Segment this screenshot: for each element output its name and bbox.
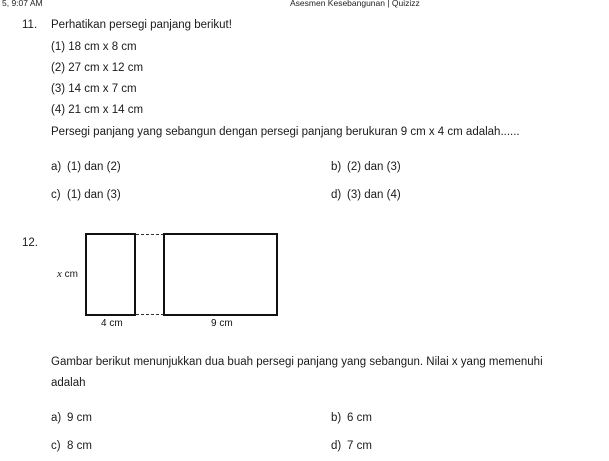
- q11-option-c[interactable]: [51, 189, 121, 201]
- option-text: 7 cm: [347, 440, 372, 452]
- option-letter: c): [51, 189, 61, 201]
- q12-question-line2: adalah: [51, 377, 86, 389]
- small-rectangle: [85, 233, 136, 316]
- header-time: 5, 9:07 AM: [2, 0, 43, 8]
- dashed-line-top: [136, 234, 164, 235]
- option-text: 6 cm: [347, 412, 372, 424]
- q12-option-b[interactable]: [331, 412, 372, 424]
- option-text: 8 cm: [67, 440, 92, 452]
- option-letter: d): [331, 189, 342, 201]
- q11-item-3: (3) 14 cm x 7 cm: [51, 83, 137, 95]
- q11-option-a[interactable]: [51, 161, 121, 173]
- header-title: Asesmen Kesebangunan | Quizizz: [290, 0, 420, 8]
- q11-number: 11.: [22, 19, 38, 31]
- dashed-line-bottom: [136, 314, 164, 315]
- option-letter: c): [51, 440, 61, 452]
- q11-item-2: (2) 27 cm x 12 cm: [51, 62, 144, 74]
- q11-option-d[interactable]: [331, 189, 401, 201]
- q11-prompt: Perhatikan persegi panjang berikut!: [51, 19, 232, 31]
- q11-option-b[interactable]: [331, 161, 401, 173]
- q12-number: 12.: [22, 237, 38, 249]
- x-unit: cm: [64, 269, 79, 280]
- large-width-label: 9 cm: [211, 318, 233, 329]
- q11-item-4: (4) 21 cm x 14 cm: [51, 104, 144, 116]
- option-text: 9 cm: [67, 412, 92, 424]
- option-letter: b): [331, 412, 342, 424]
- q11-question: Persegi panjang yang sebangun dengan persegi panjang berukuran 9 cm x 4 cm adalah......: [51, 126, 520, 138]
- option-letter: d): [331, 440, 342, 452]
- q11-item-1: (1) 18 cm x 8 cm: [51, 41, 137, 53]
- q12-question-line1: Gambar berikut menunjukkan dua buah persegi panjang yang sebangun. Nilai x yang memenuhi: [51, 356, 543, 368]
- q12-option-c[interactable]: [51, 440, 92, 452]
- option-text: (2) dan (3): [347, 161, 401, 173]
- q12-option-d[interactable]: [331, 440, 372, 452]
- small-width-label: 4 cm: [101, 318, 123, 329]
- option-letter: a): [51, 161, 62, 173]
- option-text: (1) dan (2): [67, 161, 121, 173]
- side-x-label: [57, 268, 78, 280]
- option-text: (3) dan (4): [347, 189, 401, 201]
- q12-option-a[interactable]: [51, 412, 92, 424]
- x-variable: x: [57, 268, 62, 280]
- large-rectangle: [163, 233, 278, 316]
- option-text: (1) dan (3): [67, 189, 121, 201]
- option-letter: a): [51, 412, 62, 424]
- option-letter: b): [331, 161, 342, 173]
